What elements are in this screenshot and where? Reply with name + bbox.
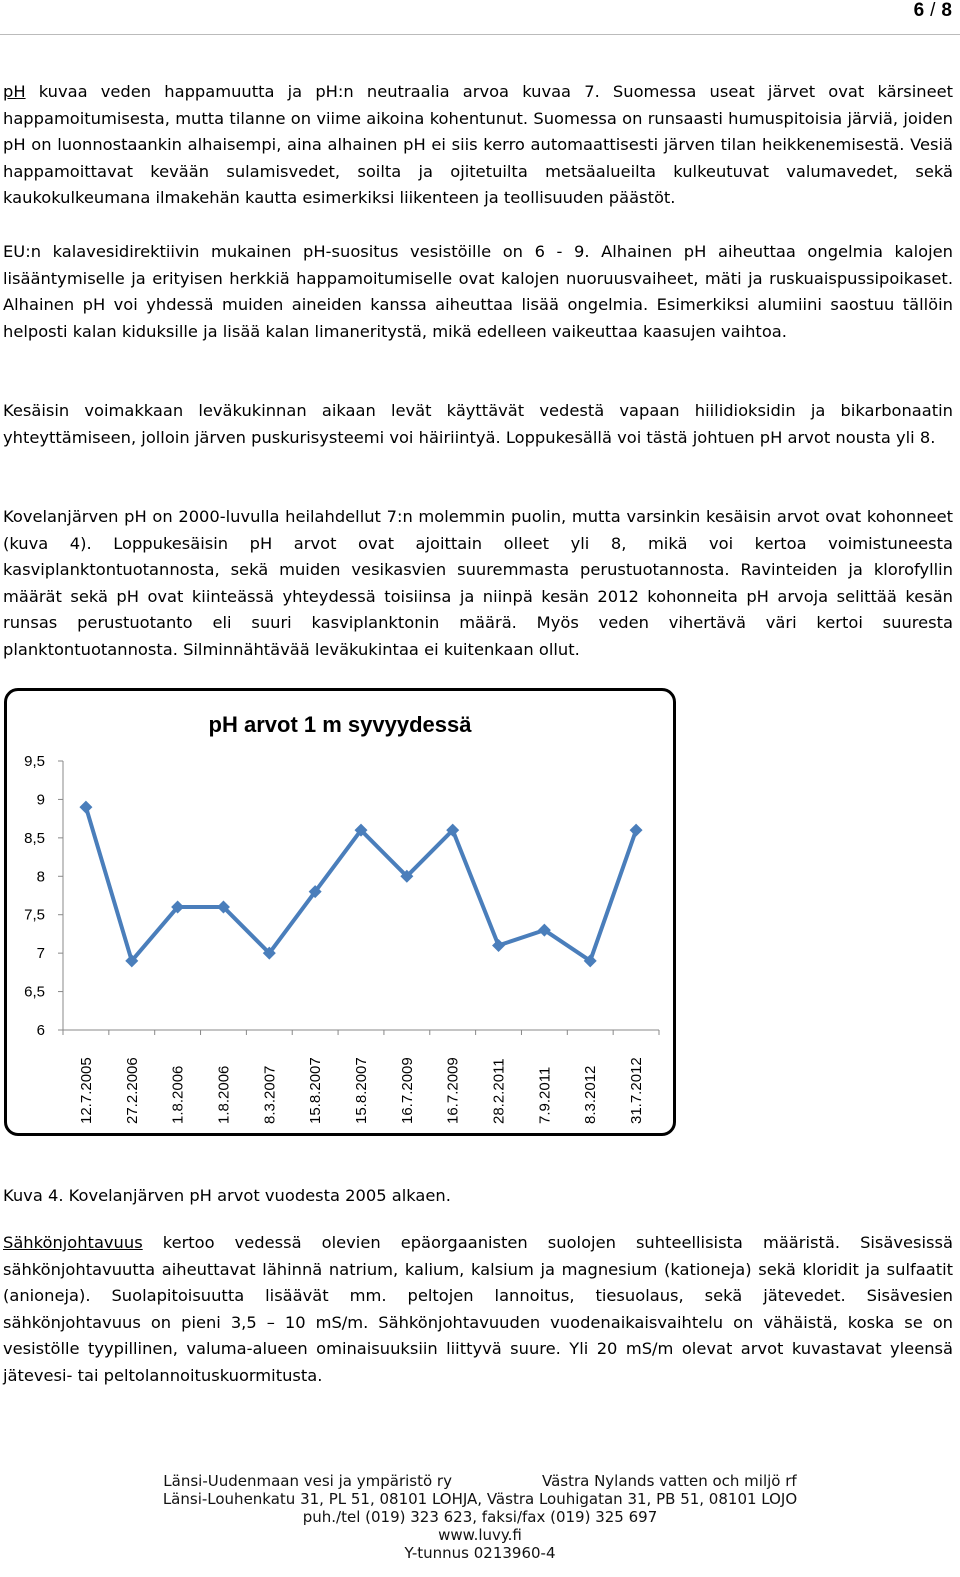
x-tick-label: 15.8.2007 [353,1057,370,1124]
page-separator: / [930,0,936,21]
y-tick-label: 9,5 [24,753,45,770]
footer-address: Länsi-Louhenkatu 31, PL 51, 08101 LOHJA, Västra Louhigatan 31, PB 51, 08101 LOJO [162,1490,798,1508]
y-tick-label: 8,5 [24,829,45,847]
y-tick-label: 8 [36,868,45,886]
x-tick-label: 15.8.2007 [307,1057,325,1124]
footer-business-id: Y-tunnus 0213960-4 [404,1544,556,1562]
page-total: 8 [941,0,952,21]
footer [0,1472,960,1562]
y-tick-label: 6,5 [24,983,45,1001]
x-tick-label: 27.2.2006 [123,1057,141,1124]
x-tick-label: 16.7.2009 [444,1057,462,1124]
x-tick-label: 31.7.2012 [628,1057,646,1124]
footer-org-fi: Länsi-Uudenmaan vesi ja ympäristö ry [163,1472,452,1490]
y-tick-label: 6 [36,1022,45,1039]
paragraph-eu-directive: EU:n kalavesidirektiivin mukainen pH-suositus vesistöille on 6 - 9. Alhainen pH aiheuttaa ongelmia kalojen lisääntymiselle ja erityisen herkkiä happamoitumiselle ovat kalojen nuoruusvaiheet, mäti ja ruskuaispussipoikaset. Alhainen pH voi yhdessä muiden aineiden kanssa aiheuttaa lisää ongelmia. Esimerkiksi alumiini saostuu tällöin helposti kalan kiduksille ja lisää kalan limaneritystä, mikä edelleen vaikeuttaa kaasujen vaihtoa. [3,242,953,341]
paragraph-ph-intro [3,79,953,212]
footer-phone: puh./tel (019) 323 623, faksi/fax (019) 325 697 [302,1508,658,1526]
x-tick-label: 28.2.2011 [490,1058,508,1124]
header-rule [0,34,960,35]
paragraph-conductivity-text: kertoo vedessä olevien epäorgaanisten suolojen suhteellisista määristä. Sisävesissä sähkönjohtavuutta aiheuttavat lähinnä natrium, kalium, kalsium ja magnesium (kationeja) sekä kloridit ja sulfaatit (anioneja). Suolapitoisuutta lisäävät mm. peltojen lannoitus, tiesuolaus, sekä jätevedet. Sisävesien sähkönjohtavuus on pieni 3,5 – 10 mS/m. Sähkönjohtavuuden vuodenaikaisvaihtelu on vähäistä, koska se on vesistölle tyypillinen, valuma-alueen ominaisuuksiin liittyvä suure. Yli 20 mS/m olevat arvot kuvastavat yleensä jätevesi- tai peltolannoituskuormitusta. [3,1233,953,1385]
data-point [492,939,505,952]
y-tick-label: 9 [36,791,45,809]
page-number [914,0,952,22]
x-tick-label: 7.9.2011 [536,1066,554,1124]
footer-org-row [0,1472,960,1490]
x-tick-label: 8.3.2012 [582,1065,600,1124]
data-point [630,824,643,837]
footer-org-sv: Västra Nylands vatten och miljö rf [541,1472,797,1490]
paragraph-ph-intro-text: kuvaa veden happamuutta ja pH:n neutraalia arvoa kuvaa 7. Suomessa useat järvet ovat kärsineet happamoitumisesta, mutta tilanne on viime aikoina kohentunut. Suomessa on runsaasti humuspitoisia järviä, joiden pH on luonnostaankin alhaisempi, aina alhainen pH ei siis kerro automaattisesti järven tilan heikkenemisestä. Vesiä happamoittavat kevään sulamisvedet, soilta ja ojitetuilta metsäalueilta kulkeutuvat valumavedet, sekä kaukokulkeumana ilmakehän kautta esimerkiksi liikenteen ja teollisuuden päästöt. [3,82,953,207]
data-point [79,801,92,814]
x-tick-label: 16.7.2009 [398,1057,416,1124]
y-tick-label: 7 [36,945,45,963]
x-tick-label: 1.8.2006 [215,1065,233,1124]
paragraph-algal-bloom: Kesäisin voimakkaan leväkukinnan aikaan levät käyttävät vedestä vapaan hiilidioksidin ja bikarbonaatin yhteyttämiseen, jolloin järven puskurisysteemi voi häiriintyä. Loppukesällä voi tästä johtuen pH arvot nousta yli 8. [3,401,953,447]
x-tick-label: 1.8.2006 [169,1065,187,1124]
x-tick-label: 12.7.2005 [77,1057,95,1124]
ph-chart-svg [7,691,673,1133]
term-conductivity: Sähkönjohtavuus [3,1233,143,1252]
paragraph-conductivity [3,1230,953,1389]
paragraph-kovelanjarvi: Kovelanjärven pH on 2000-luvulla heilahdellut 7:n molemmin puolin, mutta varsinkin kesäisin arvot ovat kohonneet (kuva 4). Loppukesäisin pH arvot ovat ajoittain olleet yli 8, mikä voi kertoa voimistuneesta kasviplanktontuotannosta, sekä muiden vesikasvien suuremmasta perustuotannosta. Ravinteiden ja klorofyllin määrät sekä pH ovat kiinteässä yhteydessä toisiinsa ja niinpä kesän 2012 kohonneita pH arvoja selittää kesän runsas perustuotanto eli suuri kasviplanktonin määrä. Myös veden vihertävä väri kertoi suuresta planktontuotannosta. Silminnähtävää leväkukintaa ei kuitenkaan ollut. [3,507,953,659]
page-current: 6 [913,0,925,21]
figure-caption: Kuva 4. Kovelanjärven pH arvot vuodesta 2005 alkaen. [3,1186,451,1205]
x-tick-label: 8.3.2007 [261,1065,279,1124]
chart-title: pH arvot 1 m syvyydessä [208,712,472,737]
y-tick-label: 7,5 [24,906,45,924]
footer-web: www.luvy.fi [438,1526,522,1544]
ph-chart [4,688,676,1136]
term-ph: pH [3,82,26,101]
